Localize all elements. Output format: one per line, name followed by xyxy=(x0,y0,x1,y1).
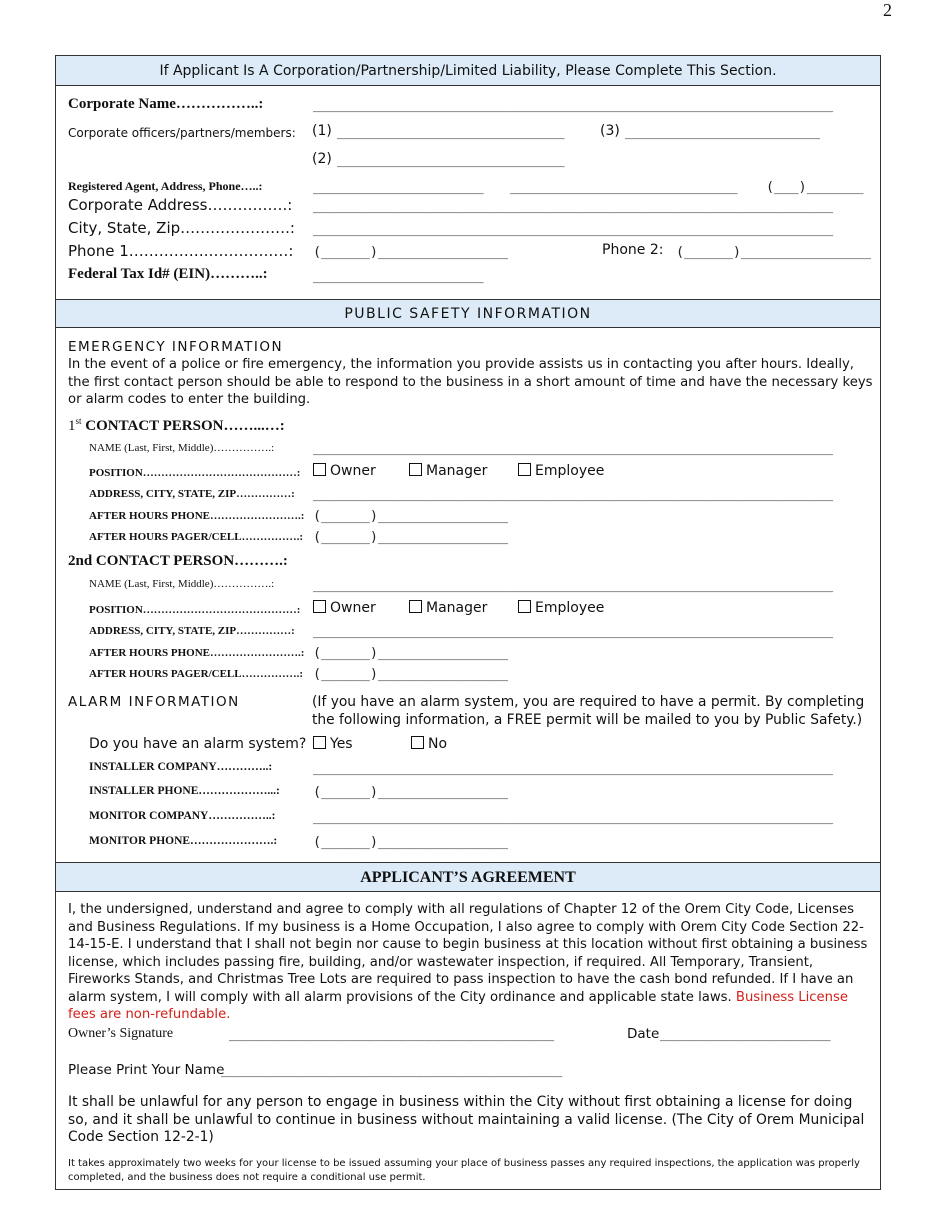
city-state-zip-label: City, State, Zip………………….: xyxy=(68,219,295,237)
phone-1-label: Phone 1…………….………….…: xyxy=(68,242,294,260)
alarm-title: ALARM INFORMATION xyxy=(68,694,240,710)
phone-1-field[interactable]: (______)________________ xyxy=(313,244,509,260)
contact-1-employee-checkbox[interactable] xyxy=(518,463,531,476)
monitor-company-field[interactable]: ________________________________________________________________ xyxy=(313,809,834,825)
officer-1-field[interactable]: ____________________________ xyxy=(337,124,565,140)
contact-2-employee-checkbox[interactable] xyxy=(518,600,531,613)
monitor-phone-label: MONITOR PHONE………………….: xyxy=(89,835,278,847)
phone-2-label: Phone 2: xyxy=(602,242,664,258)
contact-1-owner-option[interactable]: Owner xyxy=(313,463,376,479)
unlawful-notice: It shall be unlawful for any person to engage in business within the City without first obtaining a license for doing so, and it shall be unlawful to continue in business without maintaining a valid license. (The City of Orem Municipal Code Section 12-2-1) xyxy=(68,1094,865,1145)
contact-1-after-hours-phone-label: AFTER HOURS PHONE…………………….: xyxy=(89,510,305,522)
monitor-company-label: MONITOR COMPANY……………..: xyxy=(89,810,276,822)
print-name-field[interactable]: __________________________________________ xyxy=(221,1062,563,1078)
corp-section-header: If Applicant Is A Corporation/Partnership/Limited Liability, Please Complete This Section. xyxy=(56,55,880,86)
contact-1-after-hours-pager-field[interactable]: (______)________________ xyxy=(313,529,509,545)
corporate-name-field[interactable]: ________________________________________________________________ xyxy=(313,97,834,113)
contact-1-number: 1 xyxy=(68,418,76,434)
emergency-title: EMERGENCY INFORMATION xyxy=(68,339,284,355)
corporate-address-field[interactable]: ________________________________________________________________ xyxy=(313,198,834,214)
contact-2-address-label: ADDRESS, CITY, STATE, ZIP……………: xyxy=(89,625,295,637)
contact-1-position-label: POSITION……………………………………: xyxy=(89,467,301,479)
officers-label: Corporate officers/partners/members: xyxy=(68,126,296,140)
contact-1-address-label: ADDRESS, CITY, STATE, ZIP……………: xyxy=(89,488,295,500)
contact-1-address-field[interactable]: ________________________________________________________________ xyxy=(313,486,834,502)
public-safety-header: PUBLIC SAFETY INFORMATION xyxy=(56,299,880,328)
owner-signature-field[interactable]: ________________________________________ xyxy=(229,1026,555,1042)
officer-2-field[interactable]: ____________________________ xyxy=(337,152,565,168)
installer-phone-field[interactable]: (______)________________ xyxy=(313,784,509,800)
alarm-yes-checkbox[interactable] xyxy=(313,736,326,749)
contact-1-manager-checkbox[interactable] xyxy=(409,463,422,476)
owner-signature-label: Owner’s Signature xyxy=(68,1026,174,1041)
date-label: Date xyxy=(627,1026,660,1042)
contact-2-name-label: NAME (Last, First, Middle)…………….: xyxy=(89,578,275,590)
installer-company-label: INSTALLER COMPANY…………..: xyxy=(89,761,273,773)
date-field[interactable]: _____________________ xyxy=(660,1026,831,1042)
alarm-yes-option[interactable]: Yes xyxy=(313,736,353,752)
contact-2-address-field[interactable]: ________________________________________________________________ xyxy=(313,623,834,639)
installer-company-field[interactable]: ________________________________________________________________ xyxy=(313,760,834,776)
contact-2-after-hours-pager-label: AFTER HOURS PAGER/CELL…………….: xyxy=(89,668,304,680)
registered-agent-field-2[interactable]: ____________________________ xyxy=(510,179,738,195)
contact-1-owner-checkbox[interactable] xyxy=(313,463,326,476)
contact-1-name-label: NAME (Last, First, Middle)…………….: xyxy=(89,442,275,454)
monitor-phone-field[interactable]: (______)________________ xyxy=(313,834,509,850)
contact-2-manager-option[interactable]: Manager xyxy=(409,600,487,616)
contact-2-position-label: POSITION……………………………………: xyxy=(89,604,301,616)
alarm-note: (If you have an alarm system, you are required to have a permit. By completing the following information, a FREE permit will be mailed to you by Public Safety.) xyxy=(312,694,865,728)
registered-agent-label: Registered Agent, Address, Phone…..: xyxy=(68,179,263,193)
officer-1-number: (1) xyxy=(312,123,332,139)
registered-agent-field-1[interactable]: _____________________ xyxy=(313,179,484,195)
city-state-zip-field[interactable]: ________________________________________________________________ xyxy=(313,221,834,237)
contact-1-text: CONTACT PERSON……...…: xyxy=(81,418,285,434)
ein-label: Federal Tax Id# (EIN)………..: xyxy=(68,266,268,282)
print-name-label: Please Print Your Name xyxy=(68,1062,225,1078)
agreement-header: APPLICANT’S AGREEMENT xyxy=(56,862,880,892)
contact-1-after-hours-phone-field[interactable]: (______)________________ xyxy=(313,508,509,524)
corporate-address-label: Corporate Address…………….: xyxy=(68,196,293,214)
registered-agent-phone-field[interactable]: (___)_______ xyxy=(766,179,864,195)
alarm-no-option[interactable]: No xyxy=(411,736,447,752)
phone-2-field[interactable]: (______)________________ xyxy=(676,244,872,260)
officer-3-field[interactable]: ________________________ xyxy=(625,124,821,140)
contact-1-suffix: st xyxy=(75,416,82,426)
contact-2-after-hours-phone-field[interactable]: (______)________________ xyxy=(313,645,509,661)
emergency-text: In the event of a police or fire emergency, the information you provide assists us in contacting you after hours. Ideally, the first contact person should be able to respond to the business in a short amount of time and have the necessary keys or alarm codes to enter the building. xyxy=(68,357,873,407)
officer-2-number: (2) xyxy=(312,151,332,167)
contact-1-label xyxy=(68,416,285,435)
contact-2-employee-option[interactable]: Employee xyxy=(518,600,604,616)
contact-2-name-field[interactable]: ________________________________________________________________ xyxy=(313,577,834,593)
alarm-question: Do you have an alarm system? xyxy=(89,736,307,752)
corporate-name-label: Corporate Name……………..: xyxy=(68,96,264,112)
officer-3-number: (3) xyxy=(600,123,620,139)
contact-2-manager-checkbox[interactable] xyxy=(409,600,422,613)
processing-footnote: It takes approximately two weeks for your license to be issued assuming your place of business passes any required inspections, the application was properly completed, and the business does not require a conditional use permit. xyxy=(68,1158,860,1183)
page-number: 2 xyxy=(883,0,892,20)
ein-field[interactable]: _____________________ xyxy=(313,268,484,284)
contact-2-owner-option[interactable]: Owner xyxy=(313,600,376,616)
contact-1-name-field[interactable]: ________________________________________________________________ xyxy=(313,440,834,456)
contact-1-after-hours-pager-label: AFTER HOURS PAGER/CELL…………….: xyxy=(89,531,304,543)
contact-1-manager-option[interactable]: Manager xyxy=(409,463,487,479)
contact-2-owner-checkbox[interactable] xyxy=(313,600,326,613)
contact-2-after-hours-phone-label: AFTER HOURS PHONE…………………….: xyxy=(89,647,305,659)
agreement-body-text: I, the undersigned, understand and agree to comply with all regulations of Chapter 12 of the Orem City Code, Licenses and Business Regulations. If my business is a Home Occupation, I also agree to comply with Orem City Code Section 22-14-15-E. I understand that I shall not begin nor cause to begin business at this location without first obtaining a business license, which includes passing fire, building, and/or wastewater inspection, if required. All Temporary, Transient, Fireworks Stands, and Christmas Tree Lots are required to pass inspection to have the cash bond refunded. If I have an alarm system, I will comply with all alarm provisions of the City ordinance and applicable state laws. xyxy=(68,902,868,1005)
installer-phone-label: INSTALLER PHONE………………...: xyxy=(89,785,280,797)
contact-1-employee-option[interactable]: Employee xyxy=(518,463,604,479)
non-refundable-notice: Business License fees are non-refundable. xyxy=(68,989,848,1022)
agreement-body xyxy=(68,901,876,1024)
contact-2-after-hours-pager-field[interactable]: (______)________________ xyxy=(313,666,509,682)
contact-2-label: 2nd CONTACT PERSON……….: xyxy=(68,553,288,569)
alarm-no-checkbox[interactable] xyxy=(411,736,424,749)
